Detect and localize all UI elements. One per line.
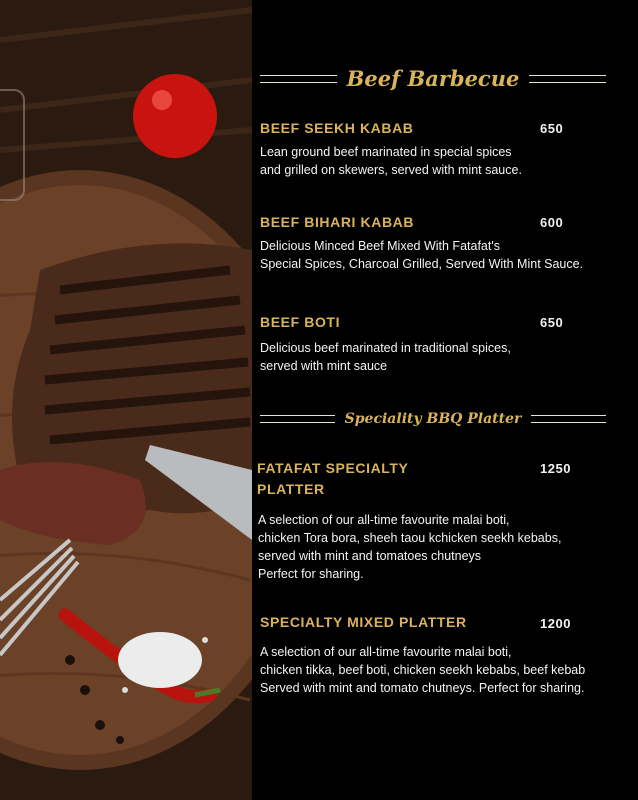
menu-item-name: BEEF BOTI xyxy=(260,314,341,330)
menu-item-name: BEEF BIHARI KABAB xyxy=(260,214,415,230)
menu-item-description: Delicious Minced Beef Mixed With Fatafat's Special Spices, Charcoal Grilled, Served With Mint Sauce. xyxy=(260,239,584,271)
heading-rule-right xyxy=(529,75,606,83)
heading-rule-left xyxy=(260,415,335,423)
menu-item-price: 1250 xyxy=(540,461,571,476)
heading-rule-left xyxy=(260,75,337,83)
section-heading-speciality-bbq-platter xyxy=(260,411,606,427)
menu-item-price: 600 xyxy=(540,215,564,230)
steak-illustration xyxy=(0,0,252,800)
menu-item-description: Lean ground beef marinated in special spices and grilled on skewers, served with mint sauce. xyxy=(260,145,522,177)
menu-item-price: 650 xyxy=(540,121,564,136)
section-heading-beef-barbecue xyxy=(260,66,606,91)
menu-item-price: 1200 xyxy=(540,616,571,631)
menu-item-name: FATAFAT SPECIALTY PLATTER xyxy=(257,460,409,497)
menu-item-name: BEEF SEEKH KABAB xyxy=(260,120,414,136)
menu-item-description: Delicious beef marinated in traditional spices, served with mint sauce xyxy=(260,341,511,373)
menu-item-description: A selection of our all-time favourite malai boti, chicken tikka, beef boti, chicken seekh kebabs, beef kebab Served with mint and tomato chutneys. Perfect for sharing. xyxy=(260,645,586,695)
menu-item-description: A selection of our all-time favourite malai boti, chicken Tora bora, sheeh taou kchicken seekh kebabs, served with mint and tomatoes chutneys Perfect for sharing. xyxy=(258,513,562,581)
section-title: Speciality BBQ Platter xyxy=(344,411,522,427)
section-title: Beef Barbecue xyxy=(346,66,520,91)
heading-rule-right xyxy=(531,415,606,423)
tomato-graphic xyxy=(133,74,217,158)
steak-photo xyxy=(0,0,252,800)
menu-item-name: SPECIALTY MIXED PLATTER xyxy=(260,614,467,630)
menu-item-price: 650 xyxy=(540,315,564,330)
menu-panel xyxy=(252,0,638,800)
